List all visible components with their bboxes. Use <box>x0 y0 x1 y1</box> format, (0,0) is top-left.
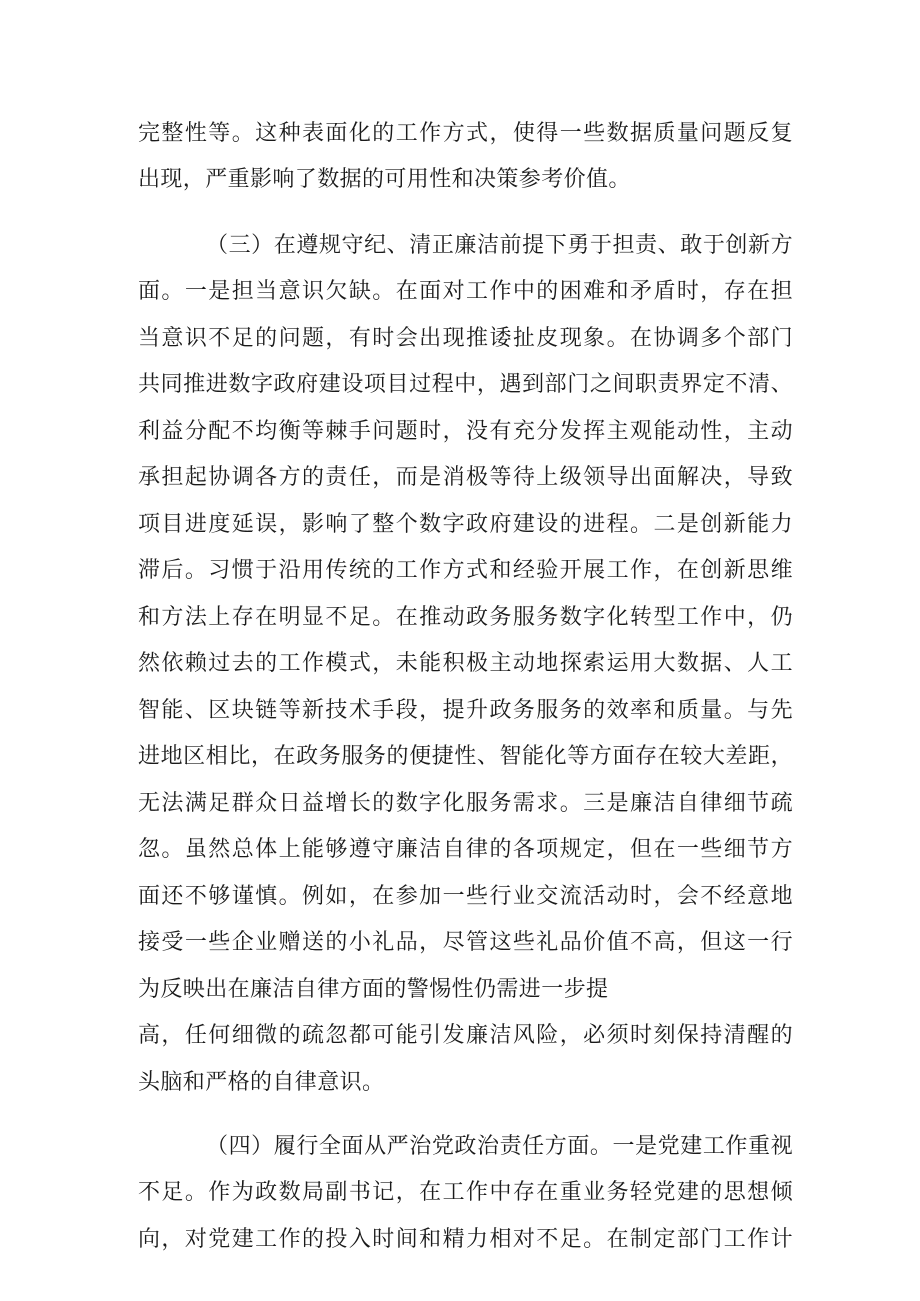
text-line: 忽。虽然总体上能够遵守廉洁自律的各项规定，但在一些细节方 <box>138 837 793 862</box>
text-line: 接受一些企业赠送的小礼品，尽管这些礼品价值不高，但这一行 <box>138 930 793 955</box>
text-line: 为反映出在廉洁自律方面的警惕性仍需进一步提 <box>138 977 609 1002</box>
text-line: 当意识不足的问题，有时会出现推诿扯皮现象。在协调多个部门 <box>138 326 793 351</box>
text-line: 进地区相比，在政务服务的便捷性、智能化等方面存在较大差距， <box>138 744 793 769</box>
text-line: 智能、区块链等新技术手段，提升政务服务的效率和质量。与先 <box>138 698 793 723</box>
text-line: 滞后。习惯于沿用传统的工作方式和经验开展工作，在创新思维 <box>138 558 793 583</box>
text-line: 出现，严重影响了数据的可用性和决策参考价值。 <box>138 167 631 192</box>
text-line: 不足。作为政数局副书记，在工作中存在重业务轻党建的思想倾 <box>138 1180 793 1205</box>
text-line: 无法满足群众日益增长的数字化服务需求。三是廉洁自律细节疏 <box>138 791 793 816</box>
section-heading-3: （三）在遵规守纪、清正廉洁前提下勇于担责、敢于创新方 <box>206 233 793 258</box>
text-line: 承担起协调各方的责任，而是消极等待上级领导出面解决，导致 <box>138 465 793 490</box>
text-line: 向，对党建工作的投入时间和精力相对不足。在制定部门工作计 <box>138 1227 793 1252</box>
text-line: 头脑和严格的自律意识。 <box>138 1070 385 1095</box>
text-line: 面还不够谨慎。例如，在参加一些行业交流活动时，会不经意地 <box>138 884 793 909</box>
text-line: 面。一是担当意识欠缺。在面对工作中的困难和矛盾时，存在担 <box>138 279 793 304</box>
text-line: 项目进度延误，影响了整个数字政府建设的进程。二是创新能力 <box>138 512 793 537</box>
text-line: 和方法上存在明显不足。在推动政务服务数字化转型工作中，仍 <box>138 605 793 630</box>
section-heading-4: （四）履行全面从严治党政治责任方面。一是党建工作重视 <box>206 1134 793 1159</box>
text-line: 共同推进数字政府建设项目过程中，遇到部门之间职责界定不清、 <box>138 372 793 397</box>
text-line: 利益分配不均衡等棘手问题时，没有充分发挥主观能动性，主动 <box>138 419 793 444</box>
text-line: 然依赖过去的工作模式，未能积极主动地探索运用大数据、人工 <box>138 651 793 676</box>
text-line: 高，任何细微的疏忽都可能引发廉洁风险，必须时刻保持清醒的 <box>138 1023 793 1048</box>
text-line: 完整性等。这种表面化的工作方式，使得一些数据质量问题反复 <box>138 121 793 146</box>
